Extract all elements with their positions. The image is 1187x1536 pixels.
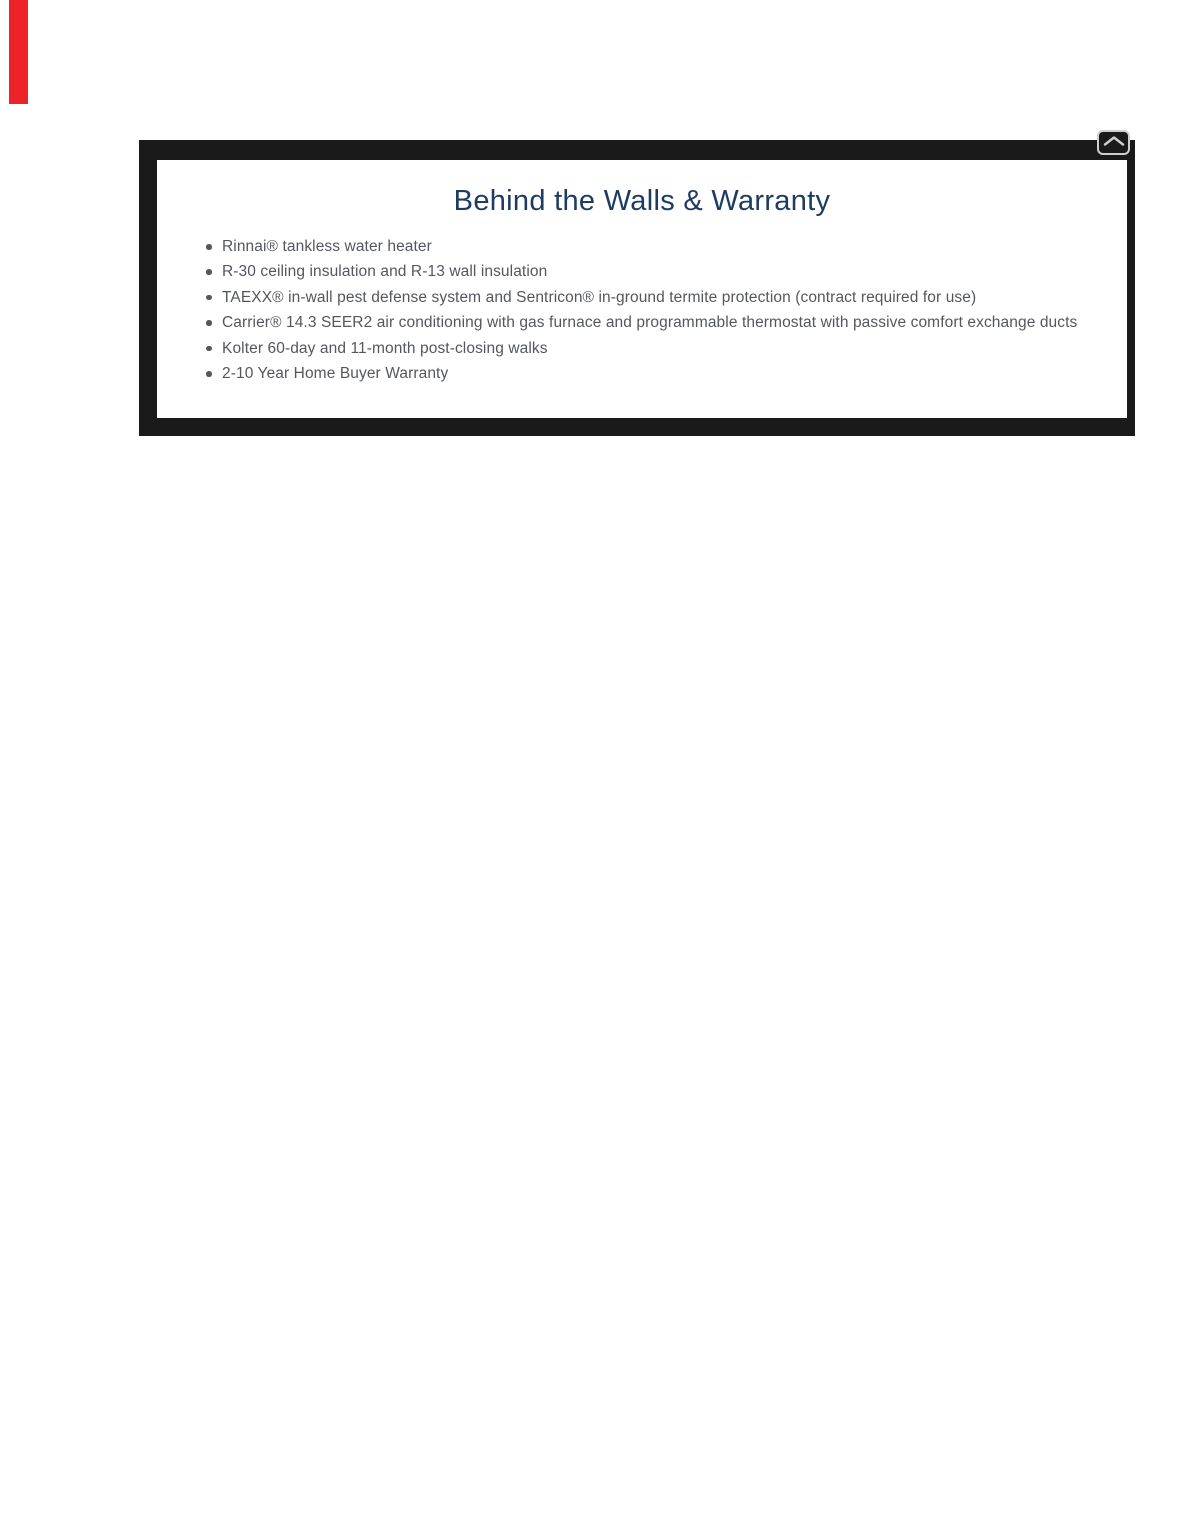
feature-list bbox=[206, 234, 1127, 386]
list-item bbox=[206, 310, 1127, 335]
list-item-text: TAEXX® in-wall pest defense system and Sentricon® in-ground termite protection (contract required for use) bbox=[222, 288, 977, 306]
list-item-text: R-30 ceiling insulation and R-13 wall insulation bbox=[222, 263, 548, 281]
bullet-dot-icon bbox=[206, 269, 212, 275]
list-item bbox=[206, 259, 1127, 284]
warranty-card bbox=[157, 160, 1127, 418]
list-item-text: 2-10 Year Home Buyer Warranty bbox=[222, 365, 449, 383]
list-item-text: Kolter 60-day and 11-month post-closing walks bbox=[222, 339, 548, 357]
chevron-up-icon bbox=[1103, 136, 1125, 146]
list-item bbox=[206, 336, 1127, 361]
bullet-dot-icon bbox=[206, 346, 212, 352]
bullet-dot-icon bbox=[206, 320, 212, 326]
card-title: Behind the Walls & Warranty bbox=[453, 185, 831, 217]
red-accent-bar bbox=[9, 0, 28, 104]
collapse-button[interactable] bbox=[1097, 130, 1130, 155]
list-item bbox=[206, 285, 1127, 310]
bullet-dot-icon bbox=[206, 295, 212, 301]
bullet-dot-icon bbox=[206, 244, 212, 250]
list-item bbox=[206, 361, 1127, 386]
list-item-text: Carrier® 14.3 SEER2 air conditioning with gas furnace and programmable thermostat with passive comfort exchange ducts bbox=[222, 314, 1078, 332]
lightbox-overlay bbox=[139, 140, 1135, 436]
list-item bbox=[206, 234, 1127, 259]
bullet-dot-icon bbox=[206, 371, 212, 377]
list-item-text: Rinnai® tankless water heater bbox=[222, 238, 432, 255]
